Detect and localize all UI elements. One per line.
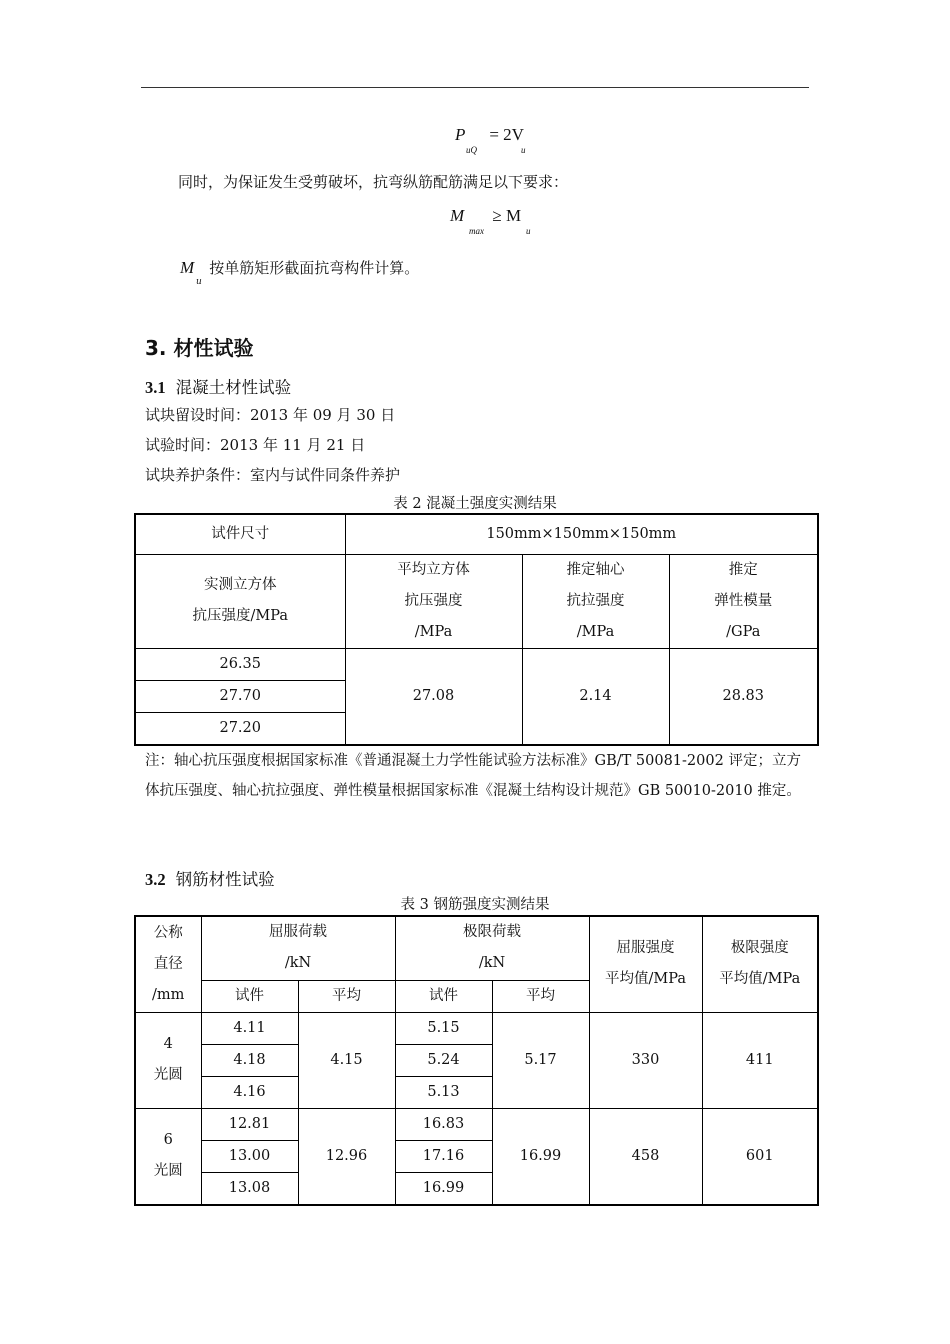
ultimate-load-value: 5.15 bbox=[395, 1012, 492, 1044]
info-line: 试块留设时间：2013 年 09 月 30 日 bbox=[145, 406, 396, 424]
paragraph-requirement: 同时，为保证发生受剪破坏，抗弯纵筋配筋满足以下要求： bbox=[178, 173, 569, 191]
ultimate-load-value: 17.16 bbox=[395, 1140, 492, 1172]
mu-symbol: M bbox=[180, 258, 195, 277]
paragraph-mu: M u 按单筋矩形截面抗弯构件计算。 bbox=[180, 258, 420, 287]
section-heading-3-1: 3.1 混凝土材性试验 bbox=[145, 378, 292, 397]
yield-load-value: 13.08 bbox=[201, 1172, 298, 1205]
section-heading-3: 3. 材性试验 bbox=[145, 336, 254, 360]
diameter-header: 公称 直径 /mm bbox=[135, 916, 201, 1012]
cube-value: 27.20 bbox=[135, 712, 345, 745]
size-label: 试件尺寸 bbox=[135, 514, 345, 554]
yield-load-value: 4.11 bbox=[201, 1012, 298, 1044]
section-heading-3-2: 3.2 钢筋材性试验 bbox=[145, 870, 275, 889]
ultimate-load-value: 5.13 bbox=[395, 1076, 492, 1108]
table3-caption: 表 3 钢筋强度实测结果 bbox=[400, 897, 550, 913]
ultimate-load-average: 5.17 bbox=[492, 1012, 589, 1108]
yield-load-value: 12.81 bbox=[201, 1108, 298, 1140]
diameter-cell: 6 光圆 bbox=[135, 1108, 201, 1205]
average-subheader: 平均 bbox=[298, 980, 395, 1012]
avg-cube-header: 平均立方体 抗压强度 /MPa bbox=[345, 554, 522, 648]
info-line: 试块养护条件：室内与试件同条件养护 bbox=[145, 466, 401, 484]
yield-load-header: 屈服荷载 /kN bbox=[201, 916, 395, 980]
modulus-value: 28.83 bbox=[669, 648, 818, 745]
yield-load-average: 4.15 bbox=[298, 1012, 395, 1108]
yield-load-average: 12.96 bbox=[298, 1108, 395, 1205]
yield-load-value: 13.00 bbox=[201, 1140, 298, 1172]
formula-moment: M max ≥ M u bbox=[450, 206, 531, 236]
avg-cube-value: 27.08 bbox=[345, 648, 522, 745]
ultimate-load-value: 16.83 bbox=[395, 1108, 492, 1140]
yield-strength-value: 458 bbox=[589, 1108, 702, 1205]
ultimate-strength-value: 601 bbox=[702, 1108, 818, 1205]
info-line: 试验时间：2013 年 11 月 21 日 bbox=[145, 436, 366, 454]
ultimate-load-value: 16.99 bbox=[395, 1172, 492, 1205]
tensile-header: 推定轴心 抗拉强度 /MPa bbox=[522, 554, 669, 648]
ultimate-load-header: 极限荷载 /kN bbox=[395, 916, 589, 980]
average-subheader: 平均 bbox=[492, 980, 589, 1012]
ultimate-strength-header: 极限强度 平均值/MPa bbox=[702, 916, 818, 1012]
yield-load-value: 4.18 bbox=[201, 1044, 298, 1076]
yield-strength-value: 330 bbox=[589, 1012, 702, 1108]
cube-value: 26.35 bbox=[135, 648, 345, 680]
yield-strength-header: 屈服强度 平均值/MPa bbox=[589, 916, 702, 1012]
formula-shear-load: P uQ = 2V u bbox=[455, 125, 526, 155]
table2-note: 注：轴心抗压强度根据国家标准《普通混凝土力学性能试验方法标准》GB/T 50081-2002 评定；立方体抗压强度、轴心抗拉强度、弹性模量根据国家标准《混凝土结构设计规范》GB 50010-2010 推定。 bbox=[145, 753, 801, 799]
diameter-cell: 4 光圆 bbox=[135, 1012, 201, 1108]
modulus-header: 推定 弹性模量 /GPa bbox=[669, 554, 818, 648]
size-value: 150mm×150mm×150mm bbox=[345, 514, 818, 554]
yield-load-value: 4.16 bbox=[201, 1076, 298, 1108]
specimen-subheader: 试件 bbox=[201, 980, 298, 1012]
header-rule bbox=[141, 87, 809, 88]
rebar-strength-table bbox=[134, 915, 819, 1206]
table2-caption: 表 2 混凝土强度实测结果 bbox=[393, 496, 557, 512]
specimen-subheader: 试件 bbox=[395, 980, 492, 1012]
concrete-strength-table bbox=[134, 513, 819, 746]
ultimate-load-average: 16.99 bbox=[492, 1108, 589, 1205]
cube-value: 27.70 bbox=[135, 680, 345, 712]
tensile-value: 2.14 bbox=[522, 648, 669, 745]
cube-strength-header: 实测立方体 抗压强度/MPa bbox=[135, 554, 345, 648]
ultimate-load-value: 5.24 bbox=[395, 1044, 492, 1076]
ultimate-strength-value: 411 bbox=[702, 1012, 818, 1108]
